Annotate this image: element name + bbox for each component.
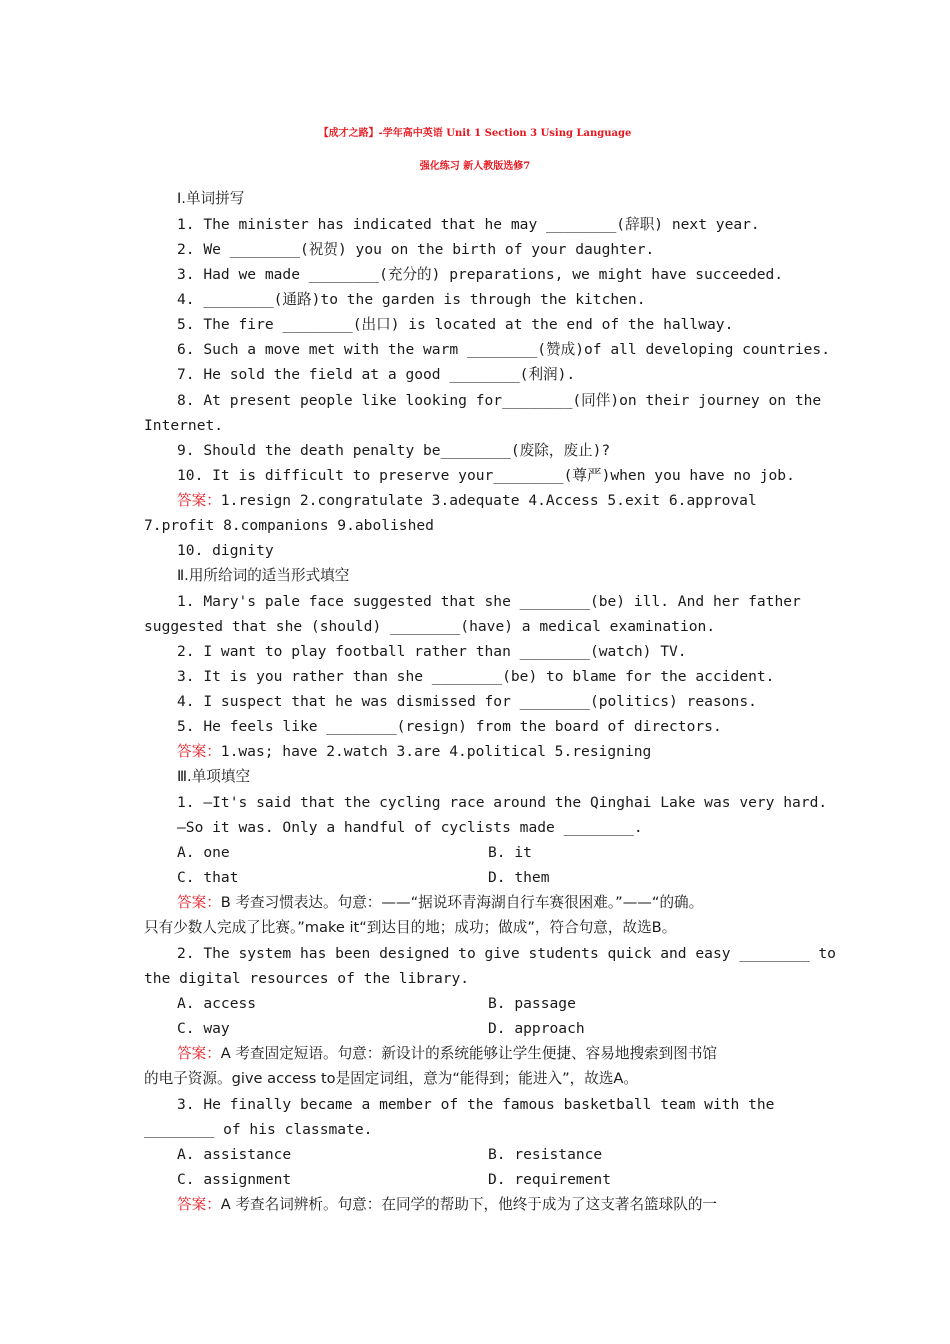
option-c: C. assignment [177,1171,292,1188]
exercise-item: 6. Such a move met with the warm ________(赞成)of all developing countries. [177,341,831,358]
section-3-heading: Ⅲ.单项填空 [177,768,251,785]
section-2-heading: Ⅱ.用所给词的适当形式填空 [177,567,350,584]
answer-label: 答案： [177,1045,221,1062]
question-stem: —So it was. Only a handful of cyclists made ________. [177,819,643,836]
option-c: C. that [177,869,239,886]
option-c: C. way [177,1020,230,1037]
option-a: A. one [177,844,230,861]
answer-line-continuation: 只有少数人完成了比赛。”make it“到达目的地；成功；做成”，符合句意，故选B。 [144,919,677,936]
question-stem: 3. He finally became a member of the famous basketball team with the [177,1096,775,1113]
answer-text: A 考查名词辨析。句意：在同学的帮助下，他终于成为了这支著名篮球队的一 [220,1196,718,1213]
answer-line [177,1195,717,1215]
exercise-item: 2. We ________(祝贺) you on the birth of your daughter. [177,241,655,258]
answer-line-continuation: 7.profit 8.companions 9.abolished [144,517,434,534]
answer-line [177,893,703,913]
answer-line-continuation: 的电子资源。give access to是固定词组，意为“能得到；能进入”，故选A。 [144,1070,638,1087]
question-stem: 2. The system has been designed to give students quick and easy ________ to [177,945,836,962]
option-d: D. requirement [488,1171,612,1188]
question-stem-continuation: ________ of his classmate. [144,1121,373,1138]
exercise-item: 1. The minister has indicated that he may ________(辞职) next year. [177,216,760,233]
question-stem-continuation: the digital resources of the library. [144,970,470,987]
exercise-item: 10. It is difficult to preserve your________(尊严)when you have no job. [177,467,795,484]
exercise-item: 4. I suspect that he was dismissed for ________(politics) reasons. [177,693,757,710]
exercise-item: 3. It is you rather than she ________(be) to blame for the accident. [177,668,775,685]
answer-line-continuation: 10. dignity [177,542,274,559]
answer-text: 1.was; have 2.watch 3.are 4.political 5.resigning [220,743,652,760]
exercise-item: 2. I want to play football rather than ________(watch) TV. [177,643,687,660]
answer-label: 答案： [177,894,221,911]
option-d: D. approach [488,1020,585,1037]
exercise-item: 9. Should the death penalty be________(废除，废止)? [177,442,611,459]
question-stem: 1. —It's said that the cycling race around the Qinghai Lake was very hard. [177,794,828,811]
document-title-line-2: 强化练习 新人教版选修7 [419,161,531,172]
exercise-item: 8. At present people like looking for________(同伴)on their journey on the [177,392,822,409]
exercise-item: 7. He sold the field at a good ________(利润). [177,366,576,383]
exercise-item: 1. Mary's pale face suggested that she ________(be) ill. And her father [177,593,801,610]
answer-line [177,1044,717,1064]
answer-text: B 考查习惯表达。句意：——“据说环青海湖自行车赛很困难。”——“的确。 [220,894,704,911]
exercise-item: 4. ________(通路)to the garden is through the kitchen. [177,291,646,308]
exercise-item-continuation: suggested that she (should) ________(have) a medical examination. [144,618,716,635]
option-b: B. passage [488,995,576,1012]
option-b: B. it [488,844,532,861]
exercise-item: 5. He feels like ________(resign) from the board of directors. [177,718,722,735]
answer-text: 1.resign 2.congratulate 3.adequate 4.Access 5.exit 6.approval [220,492,757,509]
answer-line [177,491,757,511]
exercise-item: 3. Had we made ________(充分的) preparations, we might have succeeded. [177,266,784,283]
section-1-heading: Ⅰ.单词拼写 [177,190,245,207]
answer-text: A 考查固定短语。句意：新设计的系统能够让学生便捷、容易地搜索到图书馆 [220,1045,718,1062]
document-title-line-1: 【成才之路】-学年高中英语 Unit 1 Section 3 Using Language [318,128,632,139]
option-d: D. them [488,869,550,886]
option-a: A. assistance [177,1146,292,1163]
answer-label: 答案： [177,743,221,760]
answer-label: 答案： [177,492,221,509]
exercise-item: 5. The fire ________(出口) is located at the end of the hallway. [177,316,734,333]
answer-line [177,742,651,762]
answer-label: 答案： [177,1196,221,1213]
exercise-item-continuation: Internet. [144,417,224,434]
option-b: B. resistance [488,1146,603,1163]
option-a: A. access [177,995,257,1012]
